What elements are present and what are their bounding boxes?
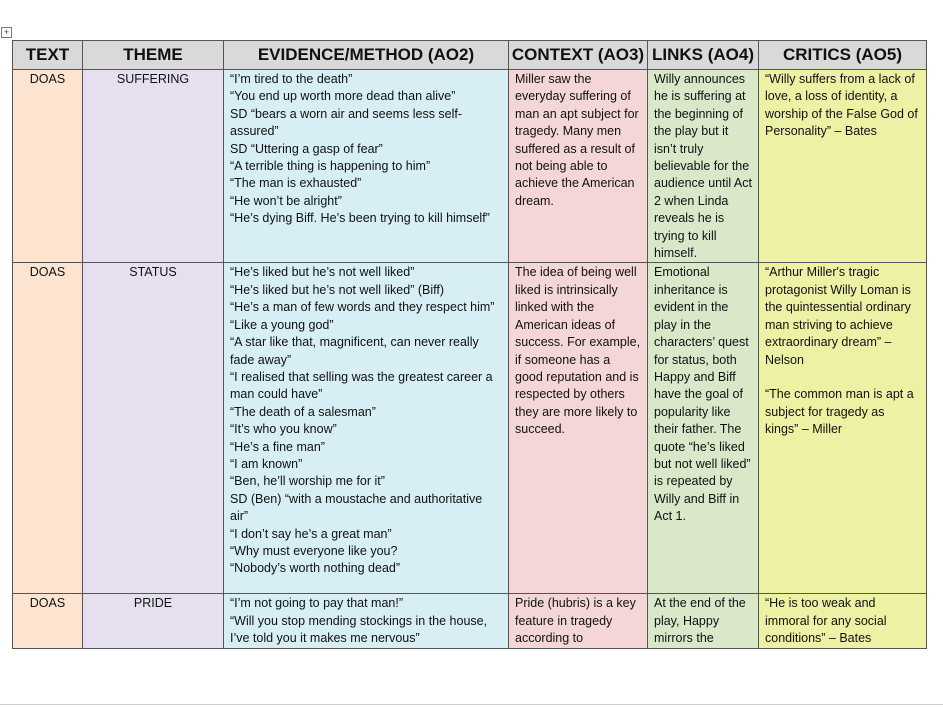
evidence-line: “I’m not going to pay that man!” <box>230 596 404 611</box>
evidence-line: “He’s a man of few words and they respect him” <box>230 300 495 315</box>
cell-links[interactable]: Willy announces he is suffering at the beginning of the play but it isn’t truly believable for the audience until Act 2 when Linda reveals he is trying to kill himself. <box>648 70 759 263</box>
evidence-line: “You end up worth more dead than alive” <box>230 89 456 104</box>
evidence-line: “It’s who you know” <box>230 422 337 437</box>
evidence-line: “Will you stop mending stockings in the house, I’ve told you it makes me nervous” <box>230 613 491 646</box>
cell-evidence[interactable] <box>224 70 509 263</box>
critic-quote: “Willy suffers from a lack of love, a loss of identity, a worship of the False God of Personality” – Bates <box>765 72 922 139</box>
critic-quote: “Arthur Miller's tragic protagonist Willy Loman is the quintessential ordinary man striving to achieve extraordinary dream” – Nelson <box>765 265 915 367</box>
evidence-line: “Like a young god” <box>230 317 334 332</box>
cell-context[interactable]: The idea of being well liked is intrinsically linked with the American ideas of success. For example, if someone has a good reputation and is respected by others they are more likely to succeed. <box>509 263 648 594</box>
cell-links[interactable]: At the end of the play, Happy mirrors the <box>648 594 759 648</box>
evidence-line: “A terrible thing is happening to him” <box>230 159 431 174</box>
evidence-line: “The man is exhausted” <box>230 176 362 191</box>
evidence-line: “The death of a salesman” <box>230 404 376 419</box>
table-row <box>13 263 927 594</box>
cell-evidence[interactable] <box>224 263 509 594</box>
notes-table <box>12 40 927 649</box>
critic-quote: “The common man is apt a subject for tragedy as kings” – Miller <box>765 387 918 437</box>
evidence-line: SD “bears a worn air and seems less self-assured” <box>230 106 463 139</box>
header-links[interactable]: LINKS (AO4) <box>648 41 759 70</box>
cell-theme[interactable]: STATUS <box>83 263 224 594</box>
evidence-line: “I realised that selling was the greatest career a man could have” <box>230 369 497 402</box>
evidence-line: “I don’t say he’s a great man” <box>230 526 392 541</box>
evidence-line: “He’s liked but he’s not well liked” (Biff) <box>230 282 444 297</box>
cell-critics[interactable] <box>759 594 927 648</box>
cell-theme[interactable]: PRIDE <box>83 594 224 648</box>
evidence-line: “He’s a fine man” <box>230 439 325 454</box>
evidence-line: “Ben, he’ll worship me for it” <box>230 474 385 489</box>
cell-critics[interactable] <box>759 70 927 263</box>
evidence-line: SD “Uttering a gasp of fear” <box>230 141 383 156</box>
critic-spacer <box>765 369 920 386</box>
cell-context[interactable]: Pride (hubris) is a key feature in tragedy according to <box>509 594 648 648</box>
header-row <box>13 41 927 70</box>
header-text[interactable]: TEXT <box>13 41 83 70</box>
table-row <box>13 594 927 648</box>
evidence-line: “He’s liked but he’s not well liked” <box>230 265 415 280</box>
critic-quote: “He is too weak and immoral for any social conditions” – Bates <box>765 596 891 646</box>
table-row <box>13 70 927 263</box>
cell-text[interactable]: DOAS <box>13 70 83 263</box>
evidence-line: “He won’t be alright” <box>230 193 342 208</box>
cell-critics[interactable] <box>759 263 927 594</box>
cell-text[interactable]: DOAS <box>13 594 83 648</box>
evidence-line: “I am known” <box>230 456 303 471</box>
cell-text[interactable]: DOAS <box>13 263 83 594</box>
cell-links[interactable]: Emotional inheritance is evident in the play in the characters’ quest for status, both Happy and Biff have the goal of popularity like their father. The quote “he’s liked but not well liked” is repeated by Willy and Biff in Act 1. <box>648 263 759 594</box>
cell-theme[interactable]: SUFFERING <box>83 70 224 263</box>
header-context[interactable]: CONTEXT (AO3) <box>509 41 648 70</box>
evidence-line: “Nobody’s worth nothing dead” <box>230 561 401 576</box>
header-critics[interactable]: CRITICS (AO5) <box>759 41 927 70</box>
table-move-handle-icon[interactable]: + <box>1 27 12 38</box>
evidence-line: SD (Ben) “with a moustache and authoritative air” <box>230 491 486 524</box>
cell-evidence[interactable] <box>224 594 509 648</box>
evidence-line: “A star like that, magnificent, can never really fade away” <box>230 335 483 367</box>
cell-context[interactable]: Miller saw the everyday suffering of man an apt subject for tragedy. Many men suffered as a result of not being able to achieve the American dream. <box>509 70 648 263</box>
evidence-line: “I’m tired to the death” <box>230 72 353 86</box>
evidence-line: “Why must everyone like you? <box>230 543 398 558</box>
page-bottom-divider <box>0 704 943 705</box>
header-evidence[interactable]: EVIDENCE/METHOD (AO2) <box>224 41 509 70</box>
evidence-line: “He’s dying Biff. He’s been trying to kill himself” <box>230 211 490 226</box>
header-theme[interactable]: THEME <box>83 41 224 70</box>
